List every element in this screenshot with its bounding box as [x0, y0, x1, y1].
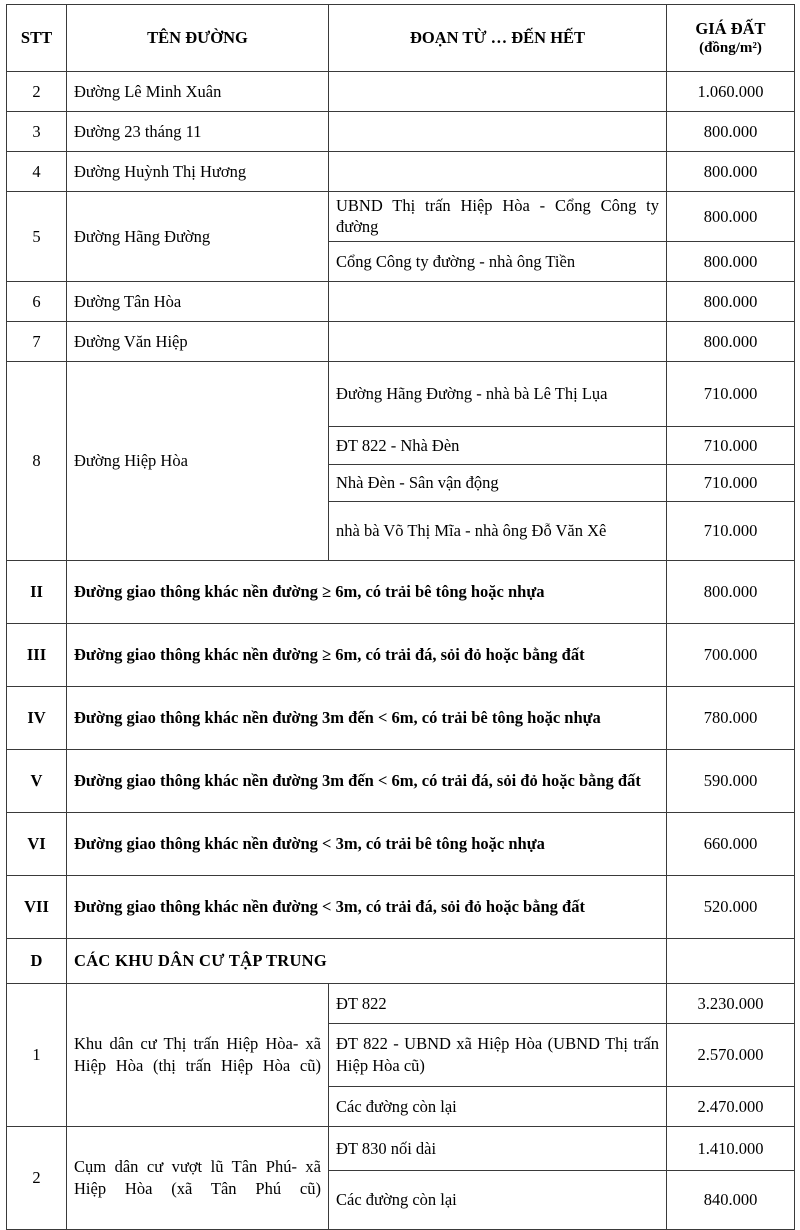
row-stt: 2 [7, 72, 67, 112]
row-price: 710.000 [667, 464, 795, 501]
document-page [0, 4, 800, 1215]
category-stt: IV [7, 686, 67, 749]
row-street-name: Đường Lê Minh Xuân [67, 72, 329, 112]
category-description: Đường giao thông khác nền đường < 3m, có trải bê tông hoặc nhựa [67, 812, 667, 875]
header-price-main: GIÁ ĐẤT [695, 18, 766, 38]
category-row [7, 749, 795, 812]
row-price: 710.000 [667, 501, 795, 560]
row-segment: Đường Hãng Đường - nhà bà Lê Thị Lụa [329, 361, 667, 426]
row-segment: ĐT 822 - Nhà Đèn [329, 426, 667, 464]
row-segment: Các đường còn lại [329, 1086, 667, 1126]
row-segment [329, 321, 667, 361]
table-header [7, 5, 795, 72]
category-description: Đường giao thông khác nền đường ≥ 6m, có trải đá, sỏi đỏ hoặc bằng đất [67, 623, 667, 686]
row-price: 2.470.000 [667, 1086, 795, 1126]
header-price [667, 5, 795, 72]
row-segment [329, 281, 667, 321]
table-row [7, 192, 795, 242]
row-price: 710.000 [667, 426, 795, 464]
row-segment: Các đường còn lại [329, 1170, 667, 1229]
row-stt: 6 [7, 281, 67, 321]
table-row [7, 1126, 795, 1170]
row-area-name: Khu dân cư Thị trấn Hiệp Hòa- xã Hiệp Hòa (thị trấn Hiệp Hòa cũ) [67, 983, 329, 1126]
row-street-name: Đường Hiệp Hòa [67, 361, 329, 560]
category-stt: II [7, 560, 67, 623]
category-row [7, 875, 795, 938]
category-row [7, 686, 795, 749]
row-segment: UBND Thị trấn Hiệp Hòa - Cổng Công ty đường [329, 192, 667, 242]
table-row [7, 281, 795, 321]
row-segment: Cổng Công ty đường - nhà ông Tiền [329, 241, 667, 281]
row-price: 800.000 [667, 192, 795, 242]
category-row [7, 812, 795, 875]
row-segment: ĐT 822 [329, 983, 667, 1023]
category-price: 590.000 [667, 749, 795, 812]
section-price [667, 938, 795, 983]
row-price: 800.000 [667, 112, 795, 152]
header-stt: STT [7, 5, 67, 72]
row-street-name: Đường Văn Hiệp [67, 321, 329, 361]
table-row [7, 112, 795, 152]
land-price-table [6, 4, 795, 1230]
category-description: Đường giao thông khác nền đường 3m đến < 6m, có trải bê tông hoặc nhựa [67, 686, 667, 749]
table-row [7, 983, 795, 1023]
section-stt: D [7, 938, 67, 983]
category-row [7, 623, 795, 686]
row-price: 840.000 [667, 1170, 795, 1229]
category-stt: VI [7, 812, 67, 875]
row-segment: nhà bà Võ Thị Mĩa - nhà ông Đỗ Văn Xê [329, 501, 667, 560]
header-segment: ĐOẠN TỪ … ĐẾN HẾT [329, 5, 667, 72]
section-title: CÁC KHU DÂN CƯ TẬP TRUNG [67, 938, 667, 983]
row-street-name: Đường Huỳnh Thị Hương [67, 152, 329, 192]
row-stt: 2 [7, 1126, 67, 1229]
table-row [7, 152, 795, 192]
row-stt: 7 [7, 321, 67, 361]
row-price: 710.000 [667, 361, 795, 426]
row-price: 800.000 [667, 241, 795, 281]
row-street-name: Đường Hãng Đường [67, 192, 329, 282]
row-price: 3.230.000 [667, 983, 795, 1023]
row-stt: 5 [7, 192, 67, 282]
category-description: Đường giao thông khác nền đường < 3m, có trải đá, sỏi đỏ hoặc bằng đất [67, 875, 667, 938]
row-price: 800.000 [667, 281, 795, 321]
row-street-name: Đường Tân Hòa [67, 281, 329, 321]
category-description: Đường giao thông khác nền đường ≥ 6m, có trải bê tông hoặc nhựa [67, 560, 667, 623]
header-price-unit: (đồng/m²) [699, 39, 762, 56]
section-header-row [7, 938, 795, 983]
row-segment: ĐT 822 - UBND xã Hiệp Hòa (UBND Thị trấn Hiệp Hòa cũ) [329, 1023, 667, 1086]
row-price: 1.410.000 [667, 1126, 795, 1170]
row-stt: 4 [7, 152, 67, 192]
category-price: 660.000 [667, 812, 795, 875]
category-row [7, 560, 795, 623]
category-price: 520.000 [667, 875, 795, 938]
category-price: 700.000 [667, 623, 795, 686]
row-stt: 3 [7, 112, 67, 152]
row-street-name: Đường 23 tháng 11 [67, 112, 329, 152]
category-price: 800.000 [667, 560, 795, 623]
row-segment [329, 112, 667, 152]
category-stt: III [7, 623, 67, 686]
row-segment: Nhà Đèn - Sân vận động [329, 464, 667, 501]
category-price: 780.000 [667, 686, 795, 749]
row-price: 2.570.000 [667, 1023, 795, 1086]
table-body [7, 72, 795, 1230]
header-street-name: TÊN ĐƯỜNG [67, 5, 329, 72]
row-price: 1.060.000 [667, 72, 795, 112]
row-stt: 8 [7, 361, 67, 560]
row-segment [329, 72, 667, 112]
row-segment [329, 152, 667, 192]
row-area-name: Cụm dân cư vượt lũ Tân Phú- xã Hiệp Hòa (xã Tân Phú cũ) [67, 1126, 329, 1229]
table-row [7, 361, 795, 426]
table-row [7, 321, 795, 361]
category-description: Đường giao thông khác nền đường 3m đến < 6m, có trải đá, sỏi đỏ hoặc bằng đất [67, 749, 667, 812]
header-row [7, 5, 795, 72]
category-stt: V [7, 749, 67, 812]
row-price: 800.000 [667, 152, 795, 192]
row-stt: 1 [7, 983, 67, 1126]
table-row [7, 72, 795, 112]
row-price: 800.000 [667, 321, 795, 361]
row-segment: ĐT 830 nối dài [329, 1126, 667, 1170]
category-stt: VII [7, 875, 67, 938]
